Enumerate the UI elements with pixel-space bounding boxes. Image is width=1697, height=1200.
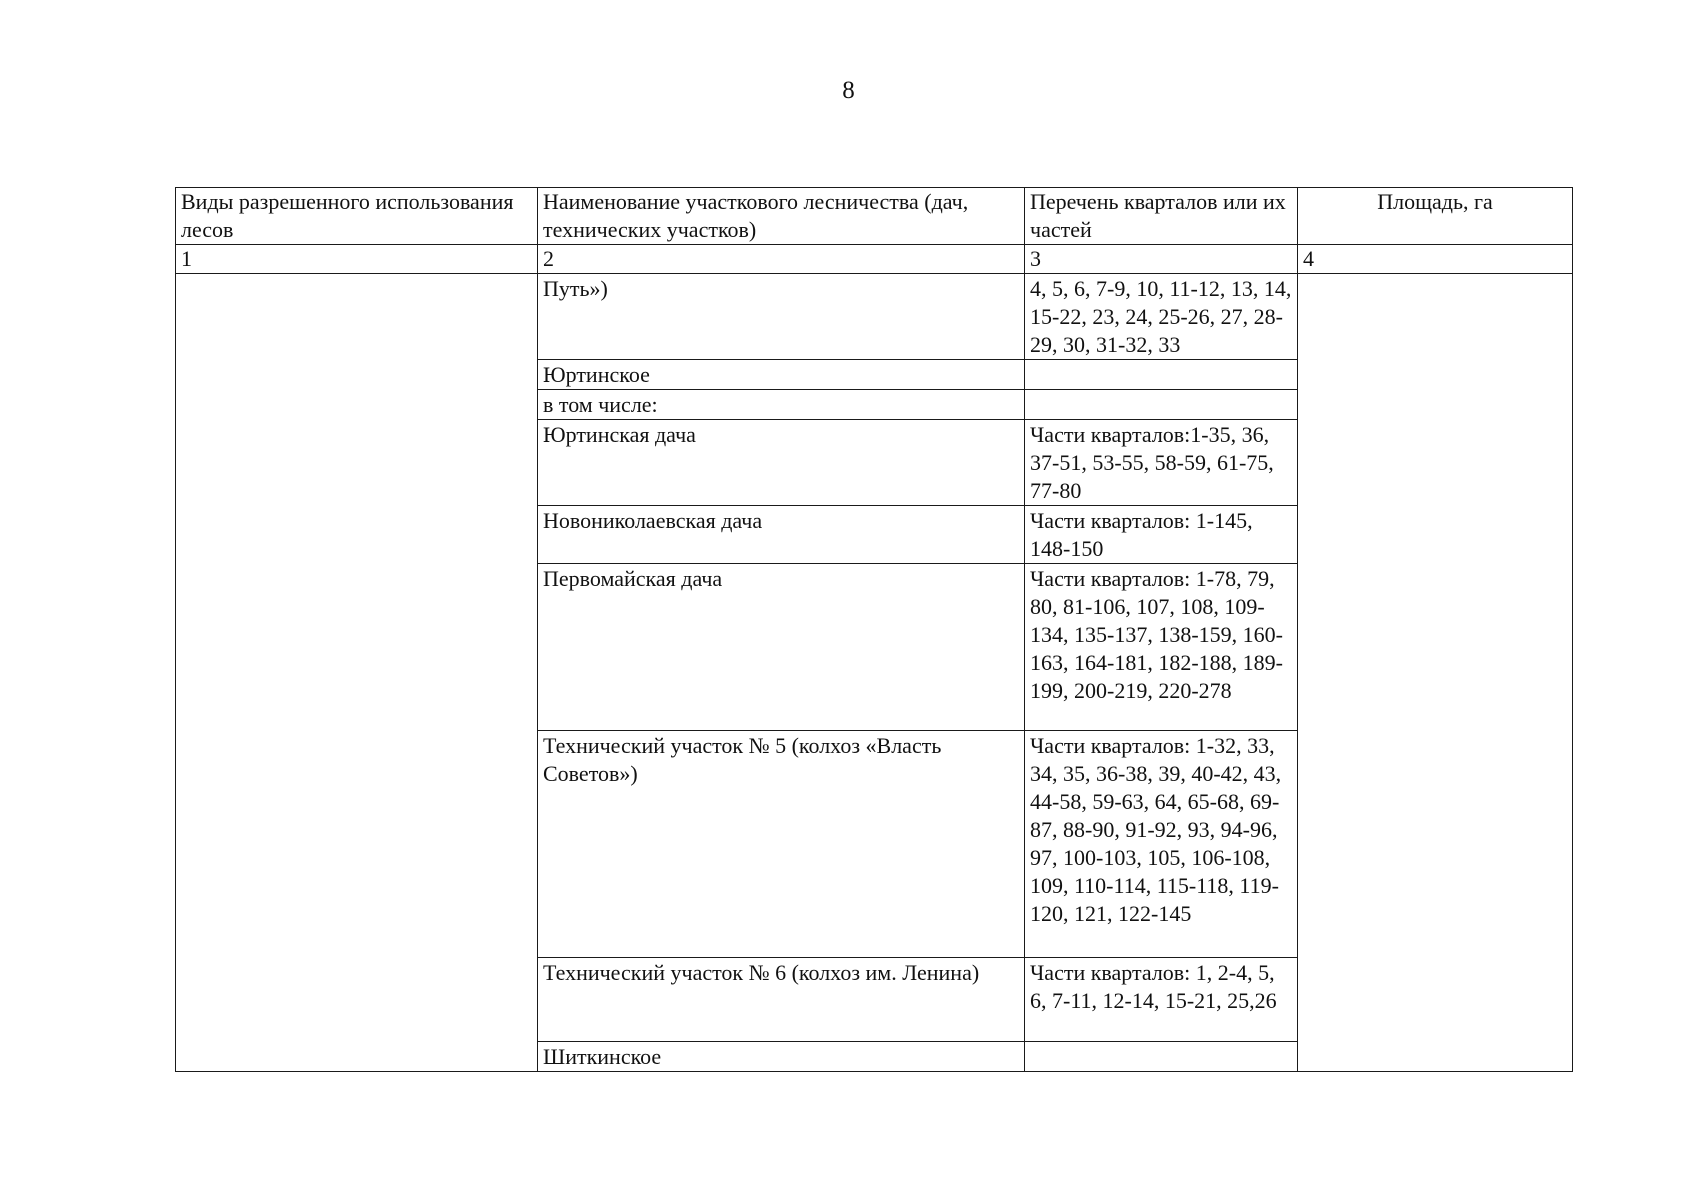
forestry-name-cell: Шиткинское bbox=[538, 1042, 1025, 1072]
table-row bbox=[176, 274, 1573, 360]
header-forestry-name: Наименование участкового лесничества (дач, технических участков) bbox=[538, 188, 1025, 245]
column-number-2: 2 bbox=[538, 245, 1025, 274]
header-row bbox=[176, 188, 1573, 245]
forest-use-table bbox=[175, 187, 1573, 1072]
quarters-cell: Части кварталов: 1-78, 79, 80, 81-106, 107, 108, 109-134, 135-137, 138-159, 160-163, 164-181, 182-188, 189-199, 200-219, 220-278 bbox=[1025, 564, 1298, 731]
column-number-row bbox=[176, 245, 1573, 274]
quarters-cell bbox=[1025, 1042, 1298, 1072]
forestry-name-cell: Новониколаевская дача bbox=[538, 506, 1025, 564]
forestry-name-cell: Технический участок № 5 (колхоз «Власть Советов») bbox=[538, 731, 1025, 958]
quarters-cell: Части кварталов: 1-145, 148-150 bbox=[1025, 506, 1298, 564]
page-number: 8 bbox=[842, 77, 855, 104]
forestry-name-cell: Юртинское bbox=[538, 360, 1025, 390]
quarters-cell: Части кварталов: 1, 2-4, 5, 6, 7-11, 12-14, 15-21, 25,26 bbox=[1025, 958, 1298, 1042]
forestry-name-cell: в том числе: bbox=[538, 390, 1025, 420]
quarters-cell: Части кварталов: 1-32, 33, 34, 35, 36-38, 39, 40-42, 43, 44-58, 59-63, 64, 65-68, 69-87, 88-90, 91-92, 93, 94-96, 97, 100-103, 105, 106-108, 109, 110-114, 115-118, 119-120, 121, 122-145 bbox=[1025, 731, 1298, 958]
column-number-4: 4 bbox=[1298, 245, 1573, 274]
header-area: Площадь, га bbox=[1298, 188, 1573, 245]
header-use-types: Виды разрешенного использования лесов bbox=[176, 188, 538, 245]
quarters-cell bbox=[1025, 390, 1298, 420]
use-type-cell bbox=[176, 274, 538, 1072]
column-number-3: 3 bbox=[1025, 245, 1298, 274]
forestry-name-cell: Технический участок № 6 (колхоз им. Ленина) bbox=[538, 958, 1025, 1042]
quarters-cell bbox=[1025, 360, 1298, 390]
forestry-name-cell: Первомайская дача bbox=[538, 564, 1025, 731]
column-number-1: 1 bbox=[176, 245, 538, 274]
header-quarters-list: Перечень кварталов или их частей bbox=[1025, 188, 1298, 245]
forestry-name-cell: Путь») bbox=[538, 274, 1025, 360]
area-cell bbox=[1298, 274, 1573, 1072]
quarters-cell: Части кварталов:1-35, 36, 37-51, 53-55, 58-59, 61-75, 77-80 bbox=[1025, 420, 1298, 506]
quarters-cell: 4, 5, 6, 7-9, 10, 11-12, 13, 14, 15-22, 23, 24, 25-26, 27, 28-29, 30, 31-32, 33 bbox=[1025, 274, 1298, 360]
forestry-name-cell: Юртинская дача bbox=[538, 420, 1025, 506]
